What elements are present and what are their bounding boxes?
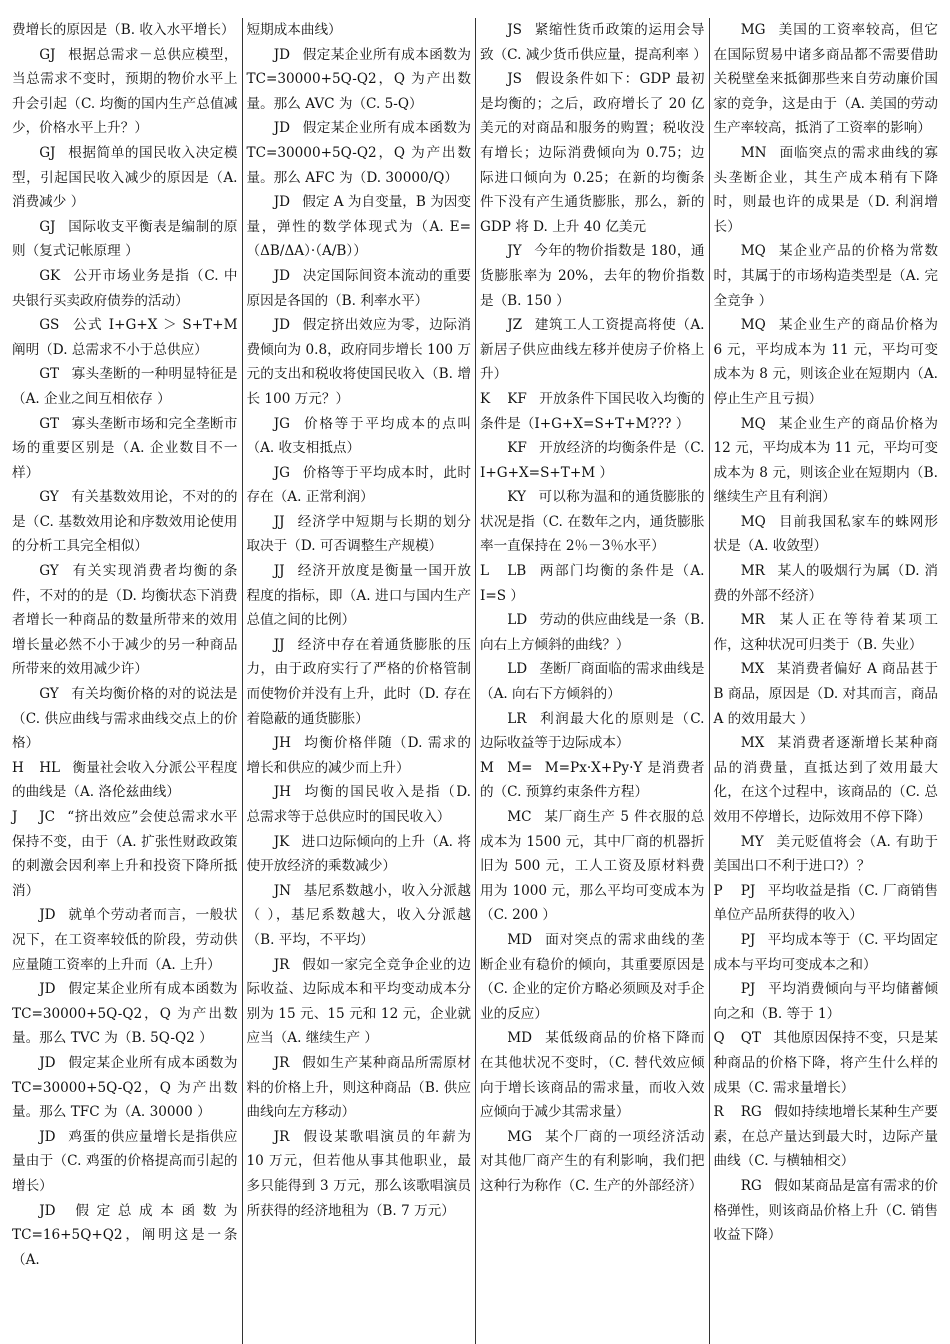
- entry-code: PJ: [740, 882, 756, 899]
- question-entry: [12, 485, 238, 559]
- entry-code: JJ: [273, 563, 285, 580]
- entry-code: QT: [740, 1030, 761, 1047]
- question-entry: [247, 879, 472, 953]
- entry-code: MX: [740, 735, 765, 752]
- question-entry: [12, 1199, 238, 1273]
- question-entry: [12, 412, 238, 486]
- entry-text: 有关基数效用论，不对的的是（C. 基数效用论和序数效用论使用的分析工具完全相似）: [12, 489, 238, 555]
- entry-text: 就单个劳动者而言，一般状况下，在工资率较低的阶段，劳动供应量随工资率的上升而（A. 上升）: [12, 907, 238, 973]
- entry-text: 面临突点的需求曲线的寡头垄断企业，其生产成本稍有下降时，则最也许的成果是（D. 利润增长）: [713, 144, 938, 235]
- entry-text: 假定某企业所有成本函数为 TC=30000+5Q-Q2，Q 为产出数量。那么 TVC 为（B. 5Q-Q2 ）: [12, 981, 238, 1047]
- question-entry: [247, 461, 472, 510]
- question-entry: [12, 362, 238, 411]
- entry-text: 有关实现消费者均衡的条件，不对的的是（D. 均衡状态下消费者增长一种商品的数量所带来的效用增长量必然不小于减少的另一种商品所带来的效用减少许）: [12, 563, 238, 678]
- question-entry: [714, 141, 939, 239]
- entry-text: M=Px·X+Py·Y 是消费者的（C. 预算约束条件方程）: [480, 759, 705, 801]
- question-entry: [714, 18, 939, 141]
- question-entry: [480, 707, 705, 756]
- entry-code: KF: [507, 440, 527, 457]
- entry-text: 进口边际倾向的上升（A. 将使开放经济的乘数减少）: [246, 833, 471, 875]
- entry-code: JH: [273, 784, 291, 801]
- question-entry: [12, 18, 238, 43]
- question-entry: [480, 387, 705, 436]
- question-entry: [12, 756, 238, 805]
- entry-code: LR: [507, 710, 527, 727]
- question-entry: [480, 657, 705, 706]
- entry-text: 利润最大化的原则是（C. 边际收益等于边际成本）: [480, 710, 705, 752]
- entry-text: 价格等于平均成本的点叫（A. 收支相抵点）: [246, 415, 471, 457]
- question-entry: [714, 731, 939, 829]
- entry-text: 某企业生产的商品价格为 6 元，平均成本为 11 元，平均可变成本为 8 元，则该企业在短期内（A. 停止生产且亏损）: [713, 317, 938, 407]
- entry-text: 寡头垄断市场和完全垄断市场的重要区别是（A. 企业数目不一样）: [12, 415, 238, 481]
- question-entry: [247, 731, 472, 780]
- entry-text: 衡量社会收入分派公平程度的曲线是（A. 洛伦兹曲线）: [12, 759, 238, 801]
- entry-text: 某低级商品的价格下降而在其他状况不变时，（C. 替代效应倾向于增长该商品的需求量，而收入效应倾向于减少其需求量）: [480, 1030, 705, 1121]
- entry-text: 假设某歌唱演员的年薪为 10 万元，但若他从事其他职业，最多只能得到 3 万元，那么该歌唱演员所获得的经济地租为（B. 7 万元）: [246, 1128, 471, 1219]
- entry-code: MQ: [740, 317, 766, 334]
- entry-code: MG: [740, 22, 766, 38]
- question-entry: [12, 264, 238, 313]
- entry-text: 美元贬值将会（A. 有助于美国出口不利于进口?）？: [713, 833, 938, 875]
- entry-text: 决定国际间资本流动的重要原因是各国的（B. 利率水平）: [246, 267, 471, 309]
- question-entry: [480, 485, 705, 559]
- entry-code: JJ: [273, 636, 285, 653]
- entry-code: GY: [39, 563, 59, 580]
- question-entry: [480, 239, 705, 313]
- entry-text: 某消费者逐渐增长某种商品的消费量，直抵达到了效用最大化，在这个过程中，该商品的（C. 总效用不停增长，边际效用不停下降）: [713, 735, 938, 825]
- entry-code: LD: [507, 661, 528, 678]
- question-entry: [247, 116, 472, 190]
- entry-code: JR: [273, 956, 290, 973]
- entry-text: 根据总需求－总供应模型，当总需求不变时，预期的物价水平上升会引起（C. 均衡的国内生产总值减少，价格水平上升？）: [12, 46, 238, 137]
- section-letter: K: [480, 390, 491, 407]
- entry-text: 均衡价格伴随（D. 需求的增长和供应的减少而上升）: [246, 735, 471, 776]
- entry-code: MR: [740, 563, 765, 580]
- entry-code: JZ: [507, 317, 523, 334]
- entry-text: 公式 I+G+X ＞ S+T+M 阐明（D. 总需求不小于总供应）: [12, 317, 238, 358]
- question-entry: [714, 977, 939, 1026]
- question-entry: [12, 977, 238, 1051]
- question-entry: [12, 682, 238, 756]
- entry-code: JJ: [273, 513, 285, 530]
- entry-text: 其他原因保持不变，只是某种商品的价格下降，将产生什么样的成果（C. 需求量增长）: [713, 1030, 938, 1096]
- entry-code: MQ: [740, 243, 766, 260]
- entry-code: MR: [740, 612, 765, 629]
- entry-code: MY: [740, 833, 764, 850]
- question-entry: [247, 953, 472, 1051]
- entry-text: 假如某商品是富有需求的价格弹性，则该商品价格上升（C. 销售收益下降）: [713, 1177, 938, 1244]
- question-entry: [247, 190, 472, 264]
- question-entry: [714, 1174, 939, 1248]
- question-entry: [12, 805, 238, 903]
- question-entry: [714, 928, 939, 977]
- entry-text: 假定某企业所有成本函数为 TC=30000+5Q-Q2，Q 为产出数量。那么 AFC 为（D. 30000/Q）: [246, 120, 471, 186]
- entry-code: JS: [507, 71, 522, 88]
- entry-code: RG: [740, 1104, 762, 1121]
- entry-code: JD: [39, 1054, 56, 1071]
- entry-code: GJ: [39, 46, 56, 63]
- entry-code: PJ: [740, 981, 756, 998]
- question-entry: [12, 43, 238, 141]
- entry-code: LB: [507, 563, 527, 580]
- question-entry: [480, 928, 705, 1026]
- entry-text: 基尼系数越小，收入分派越（ ），基尼系数越大，收入分派越（B. 平均，不平均）: [246, 882, 471, 948]
- entry-code: KY: [507, 489, 526, 506]
- entry-code: MD: [507, 1030, 533, 1047]
- question-entry: [480, 18, 705, 67]
- entry-text: 美国的工资率较高，但它在国际贸易中诸多商品都不需要借助关税壁垒来抵御那些来自劳动廉价国家的竞争，这是由于（A. 美国的劳动生产率较高，抵消了工资率的影响）: [713, 22, 938, 137]
- entry-code: MD: [507, 931, 533, 948]
- entry-code: JG: [273, 415, 290, 432]
- entry-text: 假设条件如下：GDP 最初是均衡的；之后，政府增长了 20 亿美元的对商品和服务的购置；税收没有增长；边际消费倾向为 0.75；边际进口倾向为 0.25；在新的均衡条件下没有产生通货膨胀，那么，新的 GDP 将 D. 上升 40 亿美元: [480, 71, 705, 235]
- entry-code: GK: [39, 267, 61, 284]
- entry-text: 假定某企业所有成本函数为 TC=30000+5Q-Q2，Q 为产出数量。那么 TFC 为（A. 30000 ）: [12, 1054, 238, 1121]
- question-entry: [247, 633, 472, 731]
- entry-text: 经济学中短期与长期的划分取决于（D. 可否调整生产规模）: [246, 513, 471, 555]
- question-entry: [480, 67, 705, 239]
- entry-text: 开放经济的均衡条件是（C. I+G+X=S+T+M ）: [480, 440, 705, 481]
- entry-text: 根据简单的国民收入决定模型，引起国民收入减少的原因是（A. 消费减少 ）: [12, 144, 238, 211]
- text-column-2: [242, 18, 476, 1344]
- entry-text: 假如持续地增长某种生产要素，在总产量达到最大时，边际产量曲线（C. 与横轴相交）: [713, 1104, 938, 1170]
- question-entry: [714, 510, 939, 559]
- question-entry: [714, 608, 939, 657]
- question-entry: [714, 1100, 939, 1174]
- section-letter: R: [713, 1104, 724, 1121]
- question-entry: [480, 436, 705, 485]
- entry-text: 平均收益是指（C. 厂商销售单位产品所获得的收入）: [713, 882, 938, 924]
- entry-text: 某消费者偏好 A 商品甚于 B 商品，原因是（D. 对其而言，商品 A 的效用最大 ）: [713, 661, 938, 727]
- question-entry: [247, 559, 472, 633]
- entry-text: 平均消费倾向与平均储蓄倾向之和（B. 等于 1）: [713, 981, 938, 1022]
- question-entry: [714, 830, 939, 879]
- entry-text: “挤出效应”会使总需求水平保持不变，由于（A. 扩张性财政政策的刺激会因利率上升和投资下降所抵消）: [12, 809, 238, 899]
- question-entry: [480, 1026, 705, 1124]
- entry-code: GY: [39, 489, 59, 506]
- question-entry: [247, 1125, 472, 1223]
- entry-code: MN: [740, 144, 767, 161]
- question-entry: [12, 1125, 238, 1199]
- entry-code: GJ: [39, 218, 56, 235]
- section-letter: H: [12, 759, 24, 776]
- entry-text: 建筑工人工资提高将使（A. 新居子供应曲线左移并使房子价格上升）: [480, 317, 705, 383]
- entry-text: 经济中存在着通货膨胀的压力，由于政府实行了严格的价格管制而使物价并没有上升，此时（D. 存在着隐蔽的通货膨胀）: [246, 636, 471, 727]
- entry-code: JD: [273, 267, 291, 284]
- entry-text: 今年的物价指数是 180，通货膨胀率为 20%，去年的物价指数是（B. 150 ）: [480, 243, 705, 309]
- question-entry: [714, 879, 939, 928]
- question-entry: [714, 412, 939, 510]
- question-entry: [12, 141, 238, 215]
- entry-code: GT: [39, 415, 60, 432]
- question-entry: [714, 1026, 939, 1100]
- entry-code: JS: [507, 22, 522, 38]
- entry-text: 价格等于平均成本时，此时存在（A. 正常利润）: [246, 464, 471, 506]
- entry-code: MC: [507, 809, 532, 825]
- entry-text: 某人正在等待着某项工作，这种状况可归类于（B. 失业）: [713, 612, 938, 653]
- entry-text: 公开市场业务是指（C. 中央银行买卖政府债券的活动）: [12, 267, 238, 309]
- entry-text: 目前我国私家车的蛛网形状是（A. 收敛型）: [713, 513, 938, 555]
- entry-code: JC: [39, 809, 56, 825]
- entry-text: 有关均衡价格的对的说法是（C. 供应曲线与需求曲线交点上的价格）: [12, 686, 238, 752]
- entry-text: 紧缩性货币政策的运用会导致（C. 减少货币供应量，提高利率 ）: [480, 22, 707, 63]
- entry-code: GT: [39, 366, 60, 383]
- entry-text: 劳动的供应曲线是一条（B. 向右上方倾斜的曲线？）: [480, 612, 705, 653]
- entry-code: JH: [273, 735, 291, 752]
- section-letter: M: [480, 759, 494, 776]
- entry-text: 短期成本曲线）: [246, 22, 342, 38]
- entry-text: 鸡蛋的供应量增长是指供应量由于（C. 鸡蛋的价格提高而引起的增长）: [12, 1128, 238, 1194]
- entry-code: MX: [740, 661, 765, 678]
- entry-code: JG: [273, 464, 290, 481]
- entry-code: JK: [273, 833, 290, 850]
- entry-text: 两部门均衡的条件是（A. I=S ）: [480, 563, 705, 604]
- entry-code: M=: [507, 759, 533, 776]
- question-entry: [247, 780, 472, 829]
- entry-text: 垄断厂商面临的需求曲线是（A. 向右下方倾斜的）: [480, 661, 705, 703]
- entry-code: GJ: [39, 144, 56, 161]
- question-entry: [480, 313, 705, 387]
- question-entry: [480, 1125, 705, 1199]
- entry-text: 开放条件下国民收入均衡的条件是（I+G+X=S+T+M??? ）: [480, 390, 705, 432]
- entry-text: 面对突点的需求曲线的垄断企业有稳价的倾向，其重要原因是（C. 企业的定价方略必须顾及对手企业的反应）: [480, 931, 705, 1022]
- entry-code: LD: [507, 612, 528, 629]
- question-entry: [247, 18, 472, 43]
- question-entry: [12, 313, 238, 362]
- question-entry: [480, 756, 705, 805]
- text-column-1: [8, 18, 242, 1344]
- entry-code: JD: [273, 194, 291, 211]
- text-column-4: [709, 18, 943, 1344]
- entry-code: JD: [273, 46, 291, 63]
- entry-code: MQ: [740, 415, 766, 432]
- question-entry: [714, 239, 939, 313]
- question-entry: [247, 510, 472, 559]
- entry-code: JY: [507, 243, 522, 260]
- entry-text: 某厂商生产 5 件衣服的总成本为 1500 元，其中厂商的机器折旧为 500 元，工人工资及原材料费用为 1000 元，那么平均可变成本为（C. 200 ）: [480, 809, 705, 924]
- entry-code: MG: [507, 1128, 532, 1145]
- section-letter: J: [12, 809, 18, 825]
- question-entry: [714, 559, 939, 608]
- question-entry: [480, 608, 705, 657]
- question-entry: [12, 215, 238, 264]
- entry-text: 假定 A 为自变量，B 为因变量，弹性的数学体现式为（A. E=（ΔB/ΔA）·（A/B））: [246, 194, 471, 260]
- question-entry: [480, 805, 705, 928]
- entry-text: 假定总成本函数为 TC=16+5Q+Q2，阐明这是一条（A.: [12, 1202, 238, 1268]
- entry-code: JD: [273, 317, 291, 334]
- entry-text: 假定某企业所有成本函数为 TC=30000+5Q-Q2，Q 为产出数量。那么 AVC 为（C. 5-Q）: [246, 46, 471, 112]
- entry-text: 费增长的原因是（B. 收入水平增长）: [12, 22, 235, 38]
- question-entry: [12, 903, 238, 977]
- question-entry: [247, 1051, 472, 1125]
- section-letter: L: [480, 563, 490, 580]
- entry-text: 某企业生产的商品价格为 12 元，平均成本为 11 元，平均可变成本为 8 元，则该企业在短期内（B. 继续生产且有利润）: [713, 415, 938, 506]
- entry-text: 假如一家完全竞争企业的边际收益、边际成本和平均变动成本分别为 15 元、15 元和 12 元，企业就应当（A. 继续生产 ）: [246, 956, 471, 1047]
- entry-code: JR: [273, 1128, 290, 1145]
- entry-text: 均衡的国民收入是指（D. 总需求等于总供应时的国民收入）: [246, 784, 471, 825]
- entry-text: 某企业产品的价格为常数时，其属于的市场构造类型是（A. 完全竞争 ）: [713, 243, 938, 309]
- entry-code: JN: [273, 882, 292, 899]
- question-entry: [12, 559, 238, 682]
- entry-text: 寡头垄断的一种明显特征是（A. 企业之间互相依存 ）: [12, 366, 238, 407]
- entry-code: PJ: [740, 931, 756, 948]
- entry-text: 假定挤出效应为零，边际消费倾向为 0.8，政府同步增长 100 万元的支出和税收将使国民收入（B. 增长 100 万元？）: [246, 317, 471, 407]
- text-column-3: [475, 18, 709, 1344]
- question-entry: [247, 43, 472, 117]
- question-entry: [714, 657, 939, 731]
- question-entry: [247, 313, 472, 411]
- entry-code: JR: [273, 1054, 290, 1071]
- question-entry: [12, 1051, 238, 1125]
- question-entry: [247, 830, 472, 879]
- entry-code: HL: [39, 759, 61, 776]
- entry-text: 国际收支平衡表是编制的原则（复式记帐原理 ）: [12, 218, 238, 260]
- entry-code: MQ: [740, 513, 766, 530]
- question-entry: [480, 559, 705, 608]
- entry-text: 经济开放度是衡量一国开放程度的指标，即（A. 进口与国内生产总值之间的比例）: [246, 563, 471, 629]
- section-letter: P: [713, 882, 723, 899]
- question-entry: [247, 412, 472, 461]
- entry-code: GY: [39, 686, 59, 703]
- entry-code: JD: [39, 1128, 56, 1145]
- entry-code: GS: [39, 317, 60, 334]
- question-entry: [714, 313, 939, 411]
- entry-text: 平均成本等于（C. 平均固定成本与平均可变成本之和）: [713, 931, 938, 973]
- section-letter: Q: [713, 1030, 725, 1047]
- entry-text: 假如生产某种商品所需原材料的价格上升，则这种商品（B. 供应曲线向左方移动）: [246, 1054, 471, 1121]
- entry-text: 某人的吸烟行为属（D. 消费的外部不经济）: [713, 563, 938, 604]
- entry-code: JD: [39, 1202, 56, 1219]
- entry-code: JD: [273, 120, 291, 137]
- entry-code: KF: [507, 390, 527, 407]
- entry-text: 某个厂商的一项经济活动对其他厂商产生的有利影响，我们把这种行为称作（C. 生产的外部经济）: [480, 1128, 705, 1194]
- entry-text: 可以称为温和的通货膨胀的状况是指（C. 在数年之内，通货膨胀率一直保持在 2％－3％水平）: [480, 489, 705, 555]
- entry-code: RG: [740, 1177, 762, 1194]
- entry-code: JD: [39, 981, 56, 998]
- question-entry: [247, 264, 472, 313]
- entry-code: JD: [39, 907, 56, 924]
